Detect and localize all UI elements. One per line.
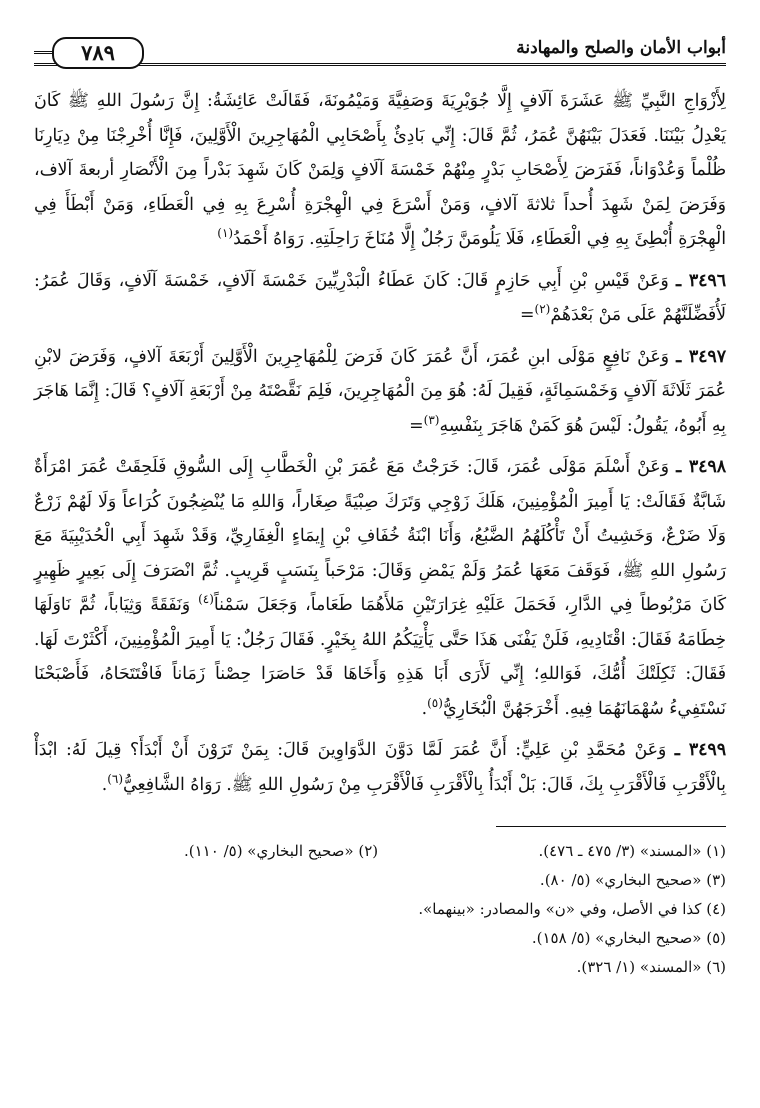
hadith-number: ٣٤٩٨ ـ bbox=[676, 457, 726, 477]
footnote-item bbox=[184, 837, 378, 866]
footnote-item bbox=[34, 866, 726, 895]
hadith-number: ٣٤٩٦ ـ bbox=[676, 270, 726, 291]
paragraph-tail: . bbox=[101, 774, 108, 795]
paragraph-text: لِأَزْوَاجِ النَّبِيِّ ﷺ عَشَرَةَ آلَافٍ إِلَّا جُوَيْرِيَةَ وَصَفِيَّةَ وَمَيْمُونَةَ، فَقَالَتْ عَائِشَةُ: إِنَّ رَسُولَ اللهِ ﷺ كَانَ يَعْدِلُ بَيْنَنَا. فَعَدَلَ بَيْنَهُنَّ عُمَرُ، ثُمَّ قَالَ: إِنِّي بَادِئٌ بِأَصْحَابِي الْمُهَاجِرِينَ الْأَوَّلِينَ، فَإِنَّا أُخْرِجْنَا مِنْ دِيَارِنَا ظُلْماً وَعُدْوَاناً، فَفَرَضَ لِأَصْحَابِ بَدْرٍ مِنْهُمْ خَمْسَةَ آلَافٍ وَلِمَنْ كَانَ شَهِدَ بَدْراً مِنَ الْأَنْصَارِ أربعةَ آلاف، وَفَرَضَ لِمَنْ شَهِدَ أُحداً ثلاثةَ آلافٍ، وَمَنْ أَسْرَعَ فِي الْهِجْرَةِ أُسْرِعَ بِهِ فِي الْعَطَاءِ، وَمَنْ أَبْطَأَ فِي الْهِجْرَةِ أُبْطِئَ بِهِ فِي الْعَطَاءِ، فَلَا يَلُومَنَّ رَجُلٌ إِلَّا مُنَاخَ رَاحِلَتِهِ. رَوَاهُ أَحْمَدُ bbox=[34, 91, 726, 249]
footnote-reference: (٥) bbox=[427, 695, 443, 710]
footnotes bbox=[34, 837, 726, 982]
hadith-paragraph bbox=[34, 340, 726, 444]
footnote-reference: (٦) bbox=[107, 771, 124, 786]
footnote-text: «صحيح البخاري» (٥/ ١١٠). bbox=[184, 842, 354, 860]
footnote-text: «صحيح البخاري» (٥/ ٨٠). bbox=[539, 871, 702, 889]
paragraph-text: وَعَنْ نَافِعٍ مَوْلَى ابنِ عُمَرَ، أَنَّ عُمَرَ كَانَ فَرَضَ لِلْمُهَاجِرِينَ الْأَوَّلِينَ أَرْبَعَةَ آلافٍ، وَفَرَضَ لابْنِ عُمَرَ ثَلَاثَةَ آلَافٍ وَخَمْسَمِائَةٍ، فَقِيلَ لَهُ: هُوَ مِنَ الْمُهَاجِرِينَ، فَلِمَ نَقَّصْتَهُ مِنْ أَرْبَعَةِ آلَافٍ؟ قَالَ: إِنَّمَا هَاجَرَ بِهِ أَبُوهُ، يَقُولُ: لَيْسَ هُوَ كَمَنْ هَاجَرَ بِنَفْسِهِ bbox=[34, 346, 726, 436]
footnote-item bbox=[34, 953, 726, 982]
footnote-number: (١) bbox=[706, 842, 726, 860]
footnote-text: «المسند» (٣/ ٤٧٥ ـ ٤٧٦). bbox=[538, 842, 702, 860]
footnote-number: (٣) bbox=[706, 871, 726, 889]
footnote-item bbox=[538, 837, 726, 866]
hadith-paragraph bbox=[34, 733, 726, 802]
footnote-reference: (٢) bbox=[534, 302, 551, 317]
footnote-reference: (٤) bbox=[198, 592, 214, 607]
footnote-text: «المسند» (١/ ٣٢٦). bbox=[576, 958, 702, 976]
footnote-number: (٢) bbox=[358, 842, 379, 860]
book-page bbox=[34, 30, 726, 982]
footnote-text: كذا في الأصل، وفي «ن» والمصادر: «بينهما». bbox=[418, 900, 702, 918]
paragraph-tail: = bbox=[520, 305, 535, 325]
hadith-number: ٣٤٩٩ ـ bbox=[674, 740, 726, 760]
footnote-number: (٤) bbox=[706, 900, 726, 918]
paragraph-text: وَعَنْ مُحَمَّدِ بْنِ عَلِيٍّ: أَنَّ عُمَرَ لَمَّا دَوَّنَ الدَّوَاوِينَ قَالَ: بِمَنْ تَرَوْنَ أَنْ أَبْدَأَ؟ قِيلَ لَهُ: ابْدَأْ بِالْأَقْرَبِ فَالْأَقْرَبِ بِكَ، قَالَ: بَلْ أَبْدَأُ بِالْأَقْرَبِ فَالْأَقْرَبِ مِنْ رَسُولِ اللهِ ﷺ. رَوَاهُ الشَّافِعِيُّ bbox=[34, 740, 726, 795]
paragraph-text: وَعَنْ أَسْلَمَ مَوْلَى عُمَرَ، قَالَ: خَرَجْتُ مَعَ عُمَرَ بْنِ الْخَطَّابِ إِلَى السُّوقِ فَلَحِقَتْ عُمَرَ امْرَأَةٌ شَابَّةٌ فَقَالَتْ: يَا أَمِيرَ الْمُؤْمِنِينَ، هَلَكَ زَوْجِي وَتَرَكَ صِبْيَةً صِغَاراً، وَاللهِ مَا يُنْضِجُونَ كُرَاعاً وَلَا لَهُمْ زَرْعٌ وَلَا ضَرْعٌ، وَخَشِيتُ أَنْ تَأْكُلَهُمُ الضَّبُعُ، وَأَنَا ابْنَةُ خُفَافِ بْنِ إِيمَاءٍ الْغِفَارِيِّ، وَقَدْ شَهِدَ أَبِي الْحُدَيْبِيَةَ مَعَ رَسُولِ اللهِ ﷺ، فَوَقَفَ مَعَهَا عُمَرُ وَلَمْ يَمْضِ وَقَالَ: مَرْحَباً بِنَسَبٍ قَرِيبٍ. ثُمَّ انْصَرَفَ إِلَى بَعِيرٍ ظَهِيرٍ كَانَ مَرْبُوطاً فِي الدَّارِ، فَحَمَلَ عَلَيْهِ غِرَارَتَيْنِ مَلأَهُمَا طَعَاماً، وَجَعَلَ سَمْناً bbox=[34, 457, 726, 615]
footnote-row bbox=[34, 837, 726, 866]
paragraph-tail: = bbox=[409, 415, 424, 436]
footnote-reference: (٣) bbox=[423, 412, 440, 427]
footnote-item bbox=[34, 924, 726, 953]
header-rule-end bbox=[34, 51, 52, 54]
main-text bbox=[34, 84, 726, 802]
footnote-number: (٥) bbox=[706, 929, 726, 947]
paragraph-tail: وَنَفَقَةً وَثِيَاباً، ثُمَّ نَاوَلَهَا خِطَامَهُ فَقَالَ: اقْتَادِيهِ، فَلَنْ يَفْنَى هَذَا حَتَّى يَأْتِيَكُمُ اللهُ بِخَيْرٍ. فَقَالَ رَجُلٌ: يَا أَمِيرَ الْمُؤْمِنِينَ، أَكْثَرْتَ لَهَا. فَقَالَ: ثَكِلَتْكَ أُمُّكَ، فَوَاللهِ؛ إِنِّي لَأَرَى أَبَا هَذِهِ وَأَخَاهَا قَدْ حَاصَرَا حِصْناً زَمَاناً فَافْتَتَحَاهُ، فَأَصْبَحْنَا نَسْتَفِيءُ سُهْمَانَهُمَا فِيهِ. أَخْرَجَهُنَّ الْبُخَارِيُّ bbox=[34, 595, 726, 719]
running-title: أبواب الأمان والصلح والمهادنة bbox=[516, 38, 726, 58]
hadith-paragraph bbox=[34, 84, 726, 257]
footnote-number: (٦) bbox=[706, 958, 726, 976]
footnote-item bbox=[34, 895, 726, 924]
paragraph-end: . bbox=[421, 698, 428, 719]
hadith-paragraph bbox=[34, 264, 726, 333]
footnote-text: «صحيح البخاري» (٥/ ١٥٨). bbox=[531, 929, 702, 947]
footnote-separator bbox=[496, 826, 726, 827]
paragraph-text: وَعَنْ قَيْسِ بْنِ أَبِي حَازِمٍ قَالَ: كَانَ عَطَاءُ الْبَدْرِيِّينَ خَمْسَةَ آلَافٍ، خَمْسَةَ آلَافٍ، وَقَالَ عُمَرُ: لَأُفَضِّلَنَّهُمْ عَلَى مَنْ بَعْدَهُمْ bbox=[34, 270, 726, 325]
page-header bbox=[34, 30, 726, 78]
hadith-paragraph bbox=[34, 450, 726, 726]
page-number: ٧٨٩ bbox=[52, 37, 144, 69]
hadith-number: ٣٤٩٧ ـ bbox=[676, 346, 726, 367]
footnote-reference: (١) bbox=[217, 226, 234, 241]
